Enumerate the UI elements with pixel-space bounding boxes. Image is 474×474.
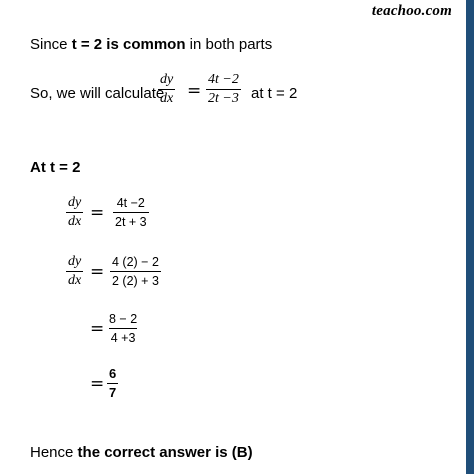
fraction-denominator: dx <box>68 273 82 288</box>
fraction-numerator: dy <box>68 195 82 210</box>
conclusion-line <box>30 444 253 461</box>
derivative-fraction <box>66 195 83 230</box>
fraction-numerator: 8 − 2 <box>109 312 138 326</box>
text-line-2: So, we will calculate <box>30 85 165 102</box>
fraction-numerator: 4 (2) − 2 <box>112 255 159 269</box>
substitution-fraction <box>110 254 161 289</box>
expression-fraction <box>206 72 241 107</box>
expression-fraction <box>113 195 149 230</box>
derivative-fraction <box>158 72 175 107</box>
derivative-fraction <box>66 254 83 289</box>
equals-sign: = <box>90 262 105 282</box>
result-fraction <box>107 366 118 401</box>
conclusion-pre: Hence <box>30 444 78 461</box>
line1-post: in both parts <box>185 36 273 53</box>
brand-logo: teachoo.com <box>371 3 452 19</box>
fraction-numerator: 6 <box>109 366 117 381</box>
fraction-denominator: 7 <box>109 385 117 400</box>
line1-pre: Since <box>30 36 72 53</box>
fraction-numerator: dy <box>160 72 174 87</box>
fraction-denominator: 2t −3 <box>208 91 239 106</box>
simplified-fraction <box>107 311 139 346</box>
fraction-denominator: dx <box>68 214 82 229</box>
right-accent-bar <box>466 0 474 474</box>
fraction-denominator: 4 +3 <box>109 328 138 346</box>
fraction-numerator: 4t −2 <box>116 196 145 210</box>
fraction-numerator: dy <box>68 254 82 269</box>
fraction-denominator: 2t + 3 <box>113 212 149 230</box>
fraction-denominator: 2 (2) + 3 <box>110 271 161 289</box>
fraction-denominator: dx <box>160 91 174 106</box>
fraction-numerator: 4t −2 <box>208 72 239 87</box>
text-line-1 <box>30 36 272 53</box>
conclusion-answer: the correct answer is (B) <box>77 444 253 461</box>
text-line-2-tail: at t = 2 <box>251 85 298 102</box>
equals-sign: = <box>90 203 105 223</box>
section-heading: At t = 2 <box>30 159 81 176</box>
equals-sign: = <box>187 81 202 101</box>
line1-bold: t = 2 is common <box>71 36 186 53</box>
equals-sign: = <box>90 319 105 339</box>
equals-sign: = <box>90 374 105 394</box>
